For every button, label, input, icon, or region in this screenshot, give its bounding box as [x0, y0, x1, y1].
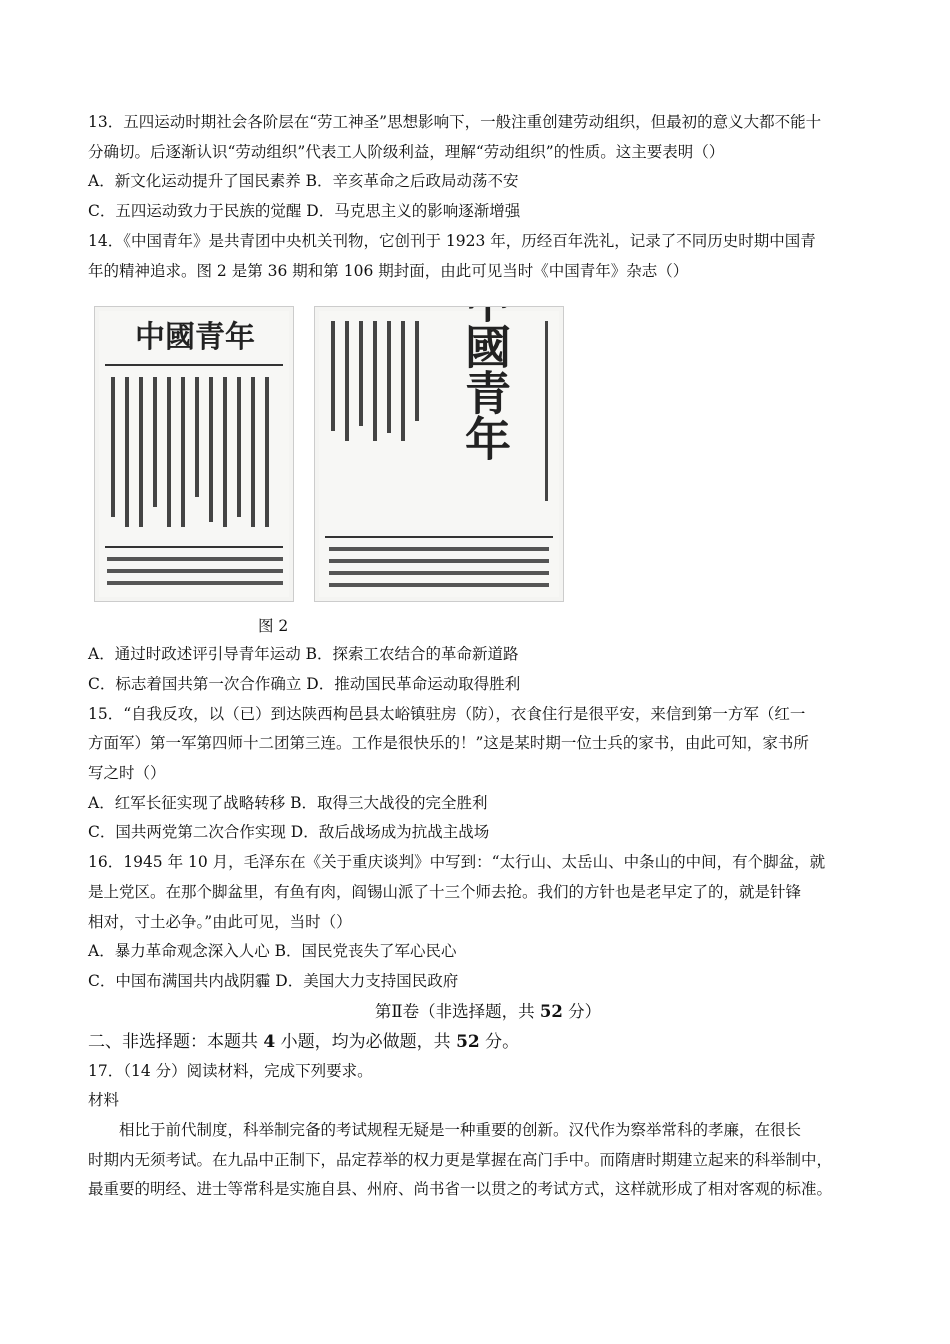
q17-material-line2: 时期内无须考试。在九品中正制下，品定荐举的权力更是掌握在高门手中。而隋唐时期建立起来的科举制中， [88, 1150, 833, 1169]
figure-2 [88, 306, 888, 606]
part-2-title-score: 52 [539, 1001, 563, 1021]
q16-stem-line2: 是上党区。在那个脚盆里，有鱼有肉，阎锡山派了十三个师去抢。我们的方针也是老早定了的，就是针锋 [88, 882, 802, 901]
q15-stem-line2: 方面军）第一军第四师十二团第三连。工作是很快乐的！”这是某时期一位士兵的家书，由此可知，家书所 [88, 734, 809, 753]
cover-36-title: 中國青年 [135, 320, 255, 356]
cover-106-title: 中國青年 [458, 307, 512, 462]
q14-options-ab: A．通过时政述评引导青年运动 B．探索工农结合的革命新道路 [88, 645, 519, 664]
part-2-instructions [88, 1027, 888, 1057]
part-2-title-pre: 第Ⅱ卷（非选择题，共 [374, 1001, 540, 1021]
part-2-title [88, 997, 888, 1027]
exam-page [88, 108, 888, 1205]
part-2-instr-pre: 二、非选择题：本题共 [88, 1031, 264, 1052]
part-2-title-post: 分） [562, 1001, 602, 1021]
q17-material-line3: 最重要的明经、进士等常科是实施自县、州府、尚书省一以贯之的考试方式，这样就形成了相对客观的标准。 [88, 1180, 833, 1199]
q16-options-ab: A．暴力革命观念深入人心 B．国民党丧失了军心民心 [88, 942, 457, 961]
question-16 [88, 848, 888, 997]
question-14 [88, 227, 888, 700]
q14-stem-line2: 年的精神追求。图 2 是第 36 期和第 106 期封面，由此可见当时《中国青年》杂志（） [88, 261, 689, 280]
magazine-cover-issue-36 [94, 306, 294, 602]
q16-stem-line1: 16．1945 年 10 月，毛泽东在《关于重庆谈判》中写到：“太行山、太岳山、中条山的中间，有个脚盆，就 [88, 853, 826, 872]
part-2-instr-mid: 小题，均为必做题，共 [275, 1031, 457, 1052]
cover-106-graphic [315, 307, 563, 601]
q16-options-cd: C．中国布满国共内战阴霾 D．美国大力支持国民政府 [88, 971, 459, 990]
question-17 [88, 1057, 888, 1206]
q13-stem-line2: 分确切。后逐渐认识“劳动组织”代表工人阶级利益，理解“劳动组织”的性质。这主要表明（） [88, 142, 725, 161]
q13-stem-line1: 13．五四运动时期社会各阶层在“劳工神圣”思想影响下，一般注重创建劳动组织，但最初的意义大都不能十 [88, 113, 822, 131]
part-2-question-count: 4 [263, 1031, 276, 1052]
q15-stem-line1: 15．“自我反攻，以（已）到达陕西枸邑县太峪镇驻房（防），衣食住行是很平安，来信到第一方军（红一 [88, 704, 806, 723]
cover-36-graphic [95, 307, 293, 601]
part-2-total-score: 52 [456, 1031, 480, 1052]
magazine-cover-issue-106 [314, 306, 564, 602]
q16-stem-line3: 相对，寸土必争。”由此可见，当时（） [88, 912, 352, 931]
q17-stem: 17．（14 分）阅读材料，完成下列要求。 [88, 1061, 373, 1080]
question-13 [88, 108, 888, 227]
q15-options-ab: A．红军长征实现了战略转移 B．取得三大战役的完全胜利 [88, 793, 488, 812]
q15-stem-line3: 写之时（） [88, 764, 166, 783]
q14-stem-line1: 14．《中国青年》是共青团中央机关刊物，它创刊于 1923 年，历经百年洗礼，记录了不同历史时期中国青 [88, 231, 816, 250]
q15-options-cd: C．国共两党第二次合作实现 D．敌后战场成为抗战主战场 [88, 823, 490, 842]
figure-2-caption: 图 2 [258, 617, 289, 636]
q13-options-ab: A．新文化运动提升了国民素养 B．辛亥革命之后政局动荡不安 [88, 172, 519, 191]
q17-material-line1: 相比于前代制度，科举制完备的考试规程无疑是一种重要的创新。汉代作为察举常科的孝廉，在很长 [119, 1121, 802, 1140]
q14-options-cd: C．标志着国共第一次合作确立 D．推动国民革命运动取得胜利 [88, 674, 521, 693]
question-15 [88, 700, 888, 849]
part-2-instr-post: 分。 [479, 1031, 520, 1052]
q17-material-label: 材料 [88, 1091, 120, 1110]
q13-options-cd: C．五四运动致力于民族的觉醒 D．马克思主义的影响逐渐增强 [88, 202, 521, 221]
